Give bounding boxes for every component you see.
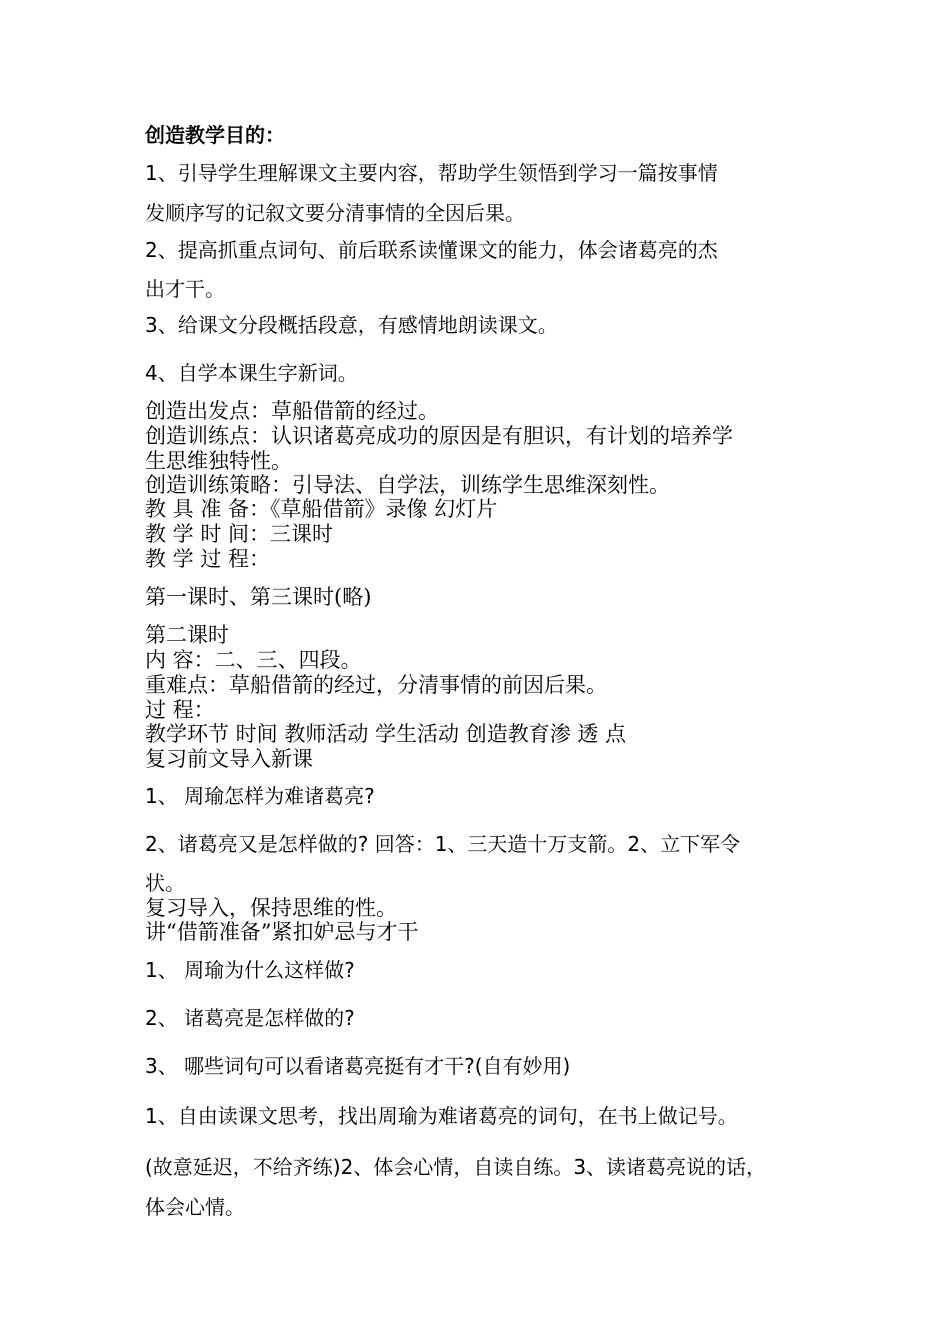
creative-training-strategy: 创造训练策略：引导法、自学法，训练学生思维深刻性。	[145, 473, 670, 497]
teaching-time: 教 学 时 间：三课时	[145, 522, 334, 546]
objective-2-line-2: 出才干。	[145, 277, 225, 301]
review-intro: 复习前文导入新课	[145, 747, 313, 771]
key-difficulty: 重难点：草船借箭的经过，分清事情的前因后果。	[145, 673, 607, 697]
review-summary: 复习导入，保持思维的性。	[145, 896, 397, 920]
table-header-line: 教学环节 时间 教师活动 学生活动 创造教育渗 透 点	[145, 722, 627, 746]
activity-line-3: 体会心情。	[145, 1195, 245, 1219]
section-heading-preparation: 讲“借箭准备”紧扣妒忌与才干	[145, 920, 419, 944]
objective-1-line-2: 发顺序写的记叙文要分清事情的全因后果。	[145, 201, 525, 225]
objective-4: 4、自学本课生字新词。	[145, 361, 358, 385]
question-1: 1、 周瑜为什么这样做?	[145, 958, 355, 982]
teaching-process-label: 教 学 过 程：	[145, 547, 271, 571]
question-2: 2、 诸葛亮是怎样做的?	[145, 1006, 355, 1030]
lesson-two-title: 第二课时	[145, 623, 229, 647]
lessons-one-three: 第一课时、第三课时(略)	[145, 585, 372, 609]
review-question-2-line-1: 2、诸葛亮又是怎样做的? 回答：1、三天造十万支箭。2、立下军令	[145, 832, 741, 856]
creative-training-point-line-1: 创造训练点：认识诸葛亮成功的原因是有胆识，有计划的培养学	[145, 424, 733, 448]
activity-line-1: 1、自由读课文思考，找出周瑜为难诸葛亮的词句，在书上做记号。	[145, 1104, 738, 1128]
activity-line-2: (故意延迟，不给齐练)2、体会心情，自读自练。3、读诸葛亮说的话，	[145, 1155, 767, 1179]
creative-starting-point: 创造出发点：草船借箭的经过。	[145, 399, 439, 423]
question-3: 3、 哪些词句可以看诸葛亮挺有才干?(自有妙用)	[145, 1054, 571, 1078]
teaching-aids: 教 具 准 备：《草船借箭》录像 幻灯片	[145, 497, 498, 521]
lesson-content: 内 容：二、三、四段。	[145, 648, 362, 672]
process-label: 过 程：	[145, 698, 215, 722]
creative-training-point-line-2: 生思维独特性。	[145, 449, 292, 473]
review-question-1: 1、 周瑜怎样为难诸葛亮?	[145, 784, 375, 808]
objective-2-line-1: 2、提高抓重点词句、前后联系读懂课文的能力，体会诸葛亮的杰	[145, 238, 718, 262]
review-question-2-line-2: 状。	[145, 871, 185, 895]
objective-1-line-1: 1、引导学生理解课文主要内容，帮助学生领悟到学习一篇按事情	[145, 161, 718, 185]
document-heading: 创造教学目的：	[145, 123, 285, 147]
objective-3: 3、给课文分段概括段意，有感情地朗读课文。	[145, 313, 558, 337]
